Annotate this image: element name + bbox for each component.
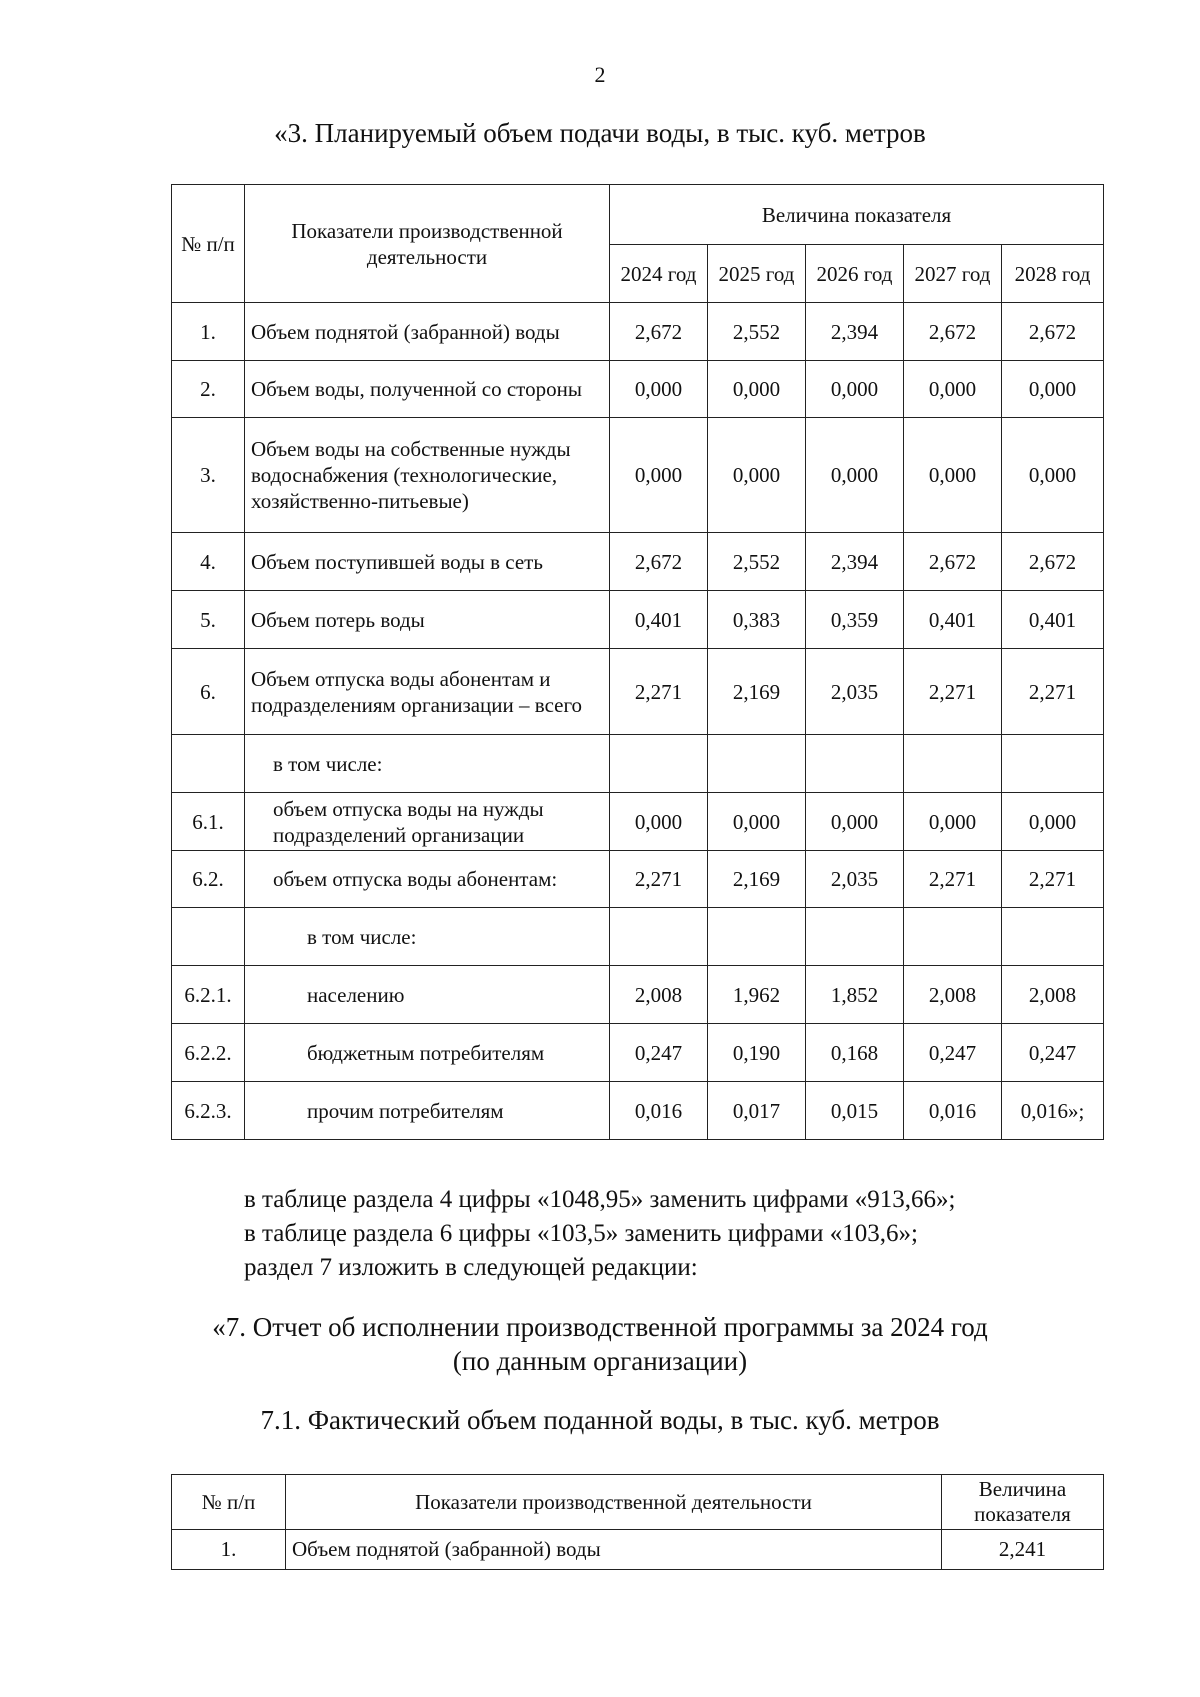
row-num: 6.2. bbox=[172, 851, 245, 908]
row-value: 0,359 bbox=[806, 591, 904, 649]
section-3-title: «3. Планируемый объем подачи воды, в тыс. куб. метров bbox=[274, 118, 926, 148]
row-label: прочим потребителям bbox=[245, 1082, 610, 1140]
row-value: 0,000 bbox=[904, 418, 1002, 533]
row-value: 0,000 bbox=[1002, 793, 1104, 851]
row-num: 1. bbox=[172, 1530, 286, 1570]
row-value: 0,000 bbox=[708, 793, 806, 851]
row-value: 0,247 bbox=[904, 1024, 1002, 1082]
row-num: 6.2.2. bbox=[172, 1024, 245, 1082]
table-row bbox=[172, 735, 1104, 793]
row-value: 2,169 bbox=[708, 649, 806, 735]
row-value: 2,271 bbox=[610, 649, 708, 735]
row-value bbox=[904, 908, 1002, 966]
row-label: Объем воды, полученной со стороны bbox=[245, 361, 610, 418]
row-label: населению bbox=[245, 966, 610, 1024]
amendment-line: в таблице раздела 4 цифры «1048,95» заменить цифрами «913,66»; bbox=[244, 1186, 956, 1213]
header-num: № п/п bbox=[172, 1475, 286, 1530]
row-value: 0,383 bbox=[708, 591, 806, 649]
row-value: 2,035 bbox=[806, 649, 904, 735]
row-value: 2,169 bbox=[708, 851, 806, 908]
row-label: Объем отпуска воды абонентам и подразделениям организации – всего bbox=[245, 649, 610, 735]
table-row bbox=[172, 533, 1104, 591]
row-value: 0,017 bbox=[708, 1082, 806, 1140]
row-value bbox=[708, 908, 806, 966]
table-row bbox=[172, 418, 1104, 533]
table-row bbox=[172, 649, 1104, 735]
row-value: 2,271 bbox=[1002, 851, 1104, 908]
row-label: Объем поступившей воды в сеть bbox=[245, 533, 610, 591]
row-num: 6. bbox=[172, 649, 245, 735]
row-num bbox=[172, 908, 245, 966]
row-value: 2,241 bbox=[942, 1530, 1104, 1570]
row-value bbox=[1002, 735, 1104, 793]
table-row bbox=[172, 591, 1104, 649]
row-num: 5. bbox=[172, 591, 245, 649]
row-num: 4. bbox=[172, 533, 245, 591]
table-row bbox=[172, 793, 1104, 851]
row-label: бюджетным потребителям bbox=[245, 1024, 610, 1082]
row-value bbox=[1002, 908, 1104, 966]
row-value: 2,008 bbox=[610, 966, 708, 1024]
table-row bbox=[172, 303, 1104, 361]
amendment-line: раздел 7 изложить в следующей редакции: bbox=[244, 1254, 698, 1281]
row-num: 3. bbox=[172, 418, 245, 533]
row-value: 2,271 bbox=[1002, 649, 1104, 735]
header-value: Величина показателя bbox=[942, 1475, 1104, 1530]
row-value: 0,016 bbox=[904, 1082, 1002, 1140]
row-value bbox=[904, 735, 1002, 793]
row-value: 0,190 bbox=[708, 1024, 806, 1082]
row-value: 2,008 bbox=[1002, 966, 1104, 1024]
section-7-title-line: «7. Отчет об исполнении производственной программы за 2024 год bbox=[212, 1312, 988, 1342]
amendment-line: в таблице раздела 6 цифры «103,5» заменить цифрами «103,6»; bbox=[244, 1220, 918, 1247]
row-value bbox=[806, 735, 904, 793]
header-year: 2028 год bbox=[1002, 245, 1104, 303]
row-value: 0,168 bbox=[806, 1024, 904, 1082]
row-num bbox=[172, 735, 245, 793]
row-value: 0,000 bbox=[806, 793, 904, 851]
row-value: 0,401 bbox=[904, 591, 1002, 649]
row-num: 6.2.1. bbox=[172, 966, 245, 1024]
row-label: объем отпуска воды абонентам: bbox=[245, 851, 610, 908]
table-row bbox=[172, 1530, 1104, 1570]
row-value: 2,394 bbox=[806, 303, 904, 361]
row-num: 2. bbox=[172, 361, 245, 418]
table-row bbox=[172, 1024, 1104, 1082]
header-indicator: Показатели производственной деятельности bbox=[245, 185, 610, 303]
row-label: Объем поднятой (забранной) воды bbox=[245, 303, 610, 361]
table-row bbox=[172, 1082, 1104, 1140]
section-7-subtitle: (по данным организации) bbox=[452, 1346, 748, 1376]
row-value: 2,271 bbox=[904, 851, 1002, 908]
row-value: 2,552 bbox=[708, 533, 806, 591]
row-value: 2,672 bbox=[1002, 533, 1104, 591]
row-label: в том числе: bbox=[245, 908, 610, 966]
row-value: 0,401 bbox=[1002, 591, 1104, 649]
row-value: 1,852 bbox=[806, 966, 904, 1024]
table-row bbox=[172, 966, 1104, 1024]
row-value: 2,672 bbox=[610, 533, 708, 591]
row-value: 0,401 bbox=[610, 591, 708, 649]
row-value: 1,962 bbox=[708, 966, 806, 1024]
row-value: 2,672 bbox=[1002, 303, 1104, 361]
row-value bbox=[610, 908, 708, 966]
row-value: 2,008 bbox=[904, 966, 1002, 1024]
row-value: 0,000 bbox=[610, 793, 708, 851]
row-value: 0,016 bbox=[610, 1082, 708, 1140]
row-label: в том числе: bbox=[245, 735, 610, 793]
amendments-text bbox=[244, 1183, 955, 1285]
actual-water-supply-table bbox=[171, 1474, 1104, 1570]
row-value bbox=[610, 735, 708, 793]
header-value: Величина показателя bbox=[610, 185, 1104, 245]
row-value: 0,016»; bbox=[1002, 1082, 1104, 1140]
header-year: 2024 год bbox=[610, 245, 708, 303]
table-row bbox=[172, 908, 1104, 966]
row-label: Объем воды на собственные нужды водоснабжения (технологические, хозяйственно-питьевые) bbox=[245, 418, 610, 533]
row-value: 2,672 bbox=[904, 303, 1002, 361]
row-value: 2,672 bbox=[610, 303, 708, 361]
row-value: 2,271 bbox=[904, 649, 1002, 735]
row-value: 2,552 bbox=[708, 303, 806, 361]
row-value bbox=[708, 735, 806, 793]
planned-water-supply-table bbox=[171, 184, 1104, 1140]
row-value: 0,000 bbox=[610, 418, 708, 533]
row-value: 0,000 bbox=[708, 361, 806, 418]
row-num: 6.1. bbox=[172, 793, 245, 851]
row-value: 0,000 bbox=[904, 793, 1002, 851]
row-label: Объем поднятой (забранной) воды bbox=[286, 1530, 942, 1570]
table-row bbox=[172, 851, 1104, 908]
row-value: 0,015 bbox=[806, 1082, 904, 1140]
row-value: 0,000 bbox=[806, 361, 904, 418]
header-year: 2025 год bbox=[708, 245, 806, 303]
row-value: 0,000 bbox=[1002, 361, 1104, 418]
page-number: 2 bbox=[594, 62, 606, 87]
table-row bbox=[172, 361, 1104, 418]
row-value: 0,000 bbox=[904, 361, 1002, 418]
row-label: Объем потерь воды bbox=[245, 591, 610, 649]
header-indicator: Показатели производственной деятельности bbox=[286, 1475, 942, 1530]
row-value: 0,000 bbox=[708, 418, 806, 533]
row-value bbox=[806, 908, 904, 966]
header-num: № п/п bbox=[172, 185, 245, 303]
section-7-title bbox=[0, 1310, 1200, 1378]
row-num: 1. bbox=[172, 303, 245, 361]
row-value: 2,394 bbox=[806, 533, 904, 591]
row-value: 0,000 bbox=[1002, 418, 1104, 533]
row-value: 0,247 bbox=[610, 1024, 708, 1082]
row-value: 2,035 bbox=[806, 851, 904, 908]
row-value: 0,000 bbox=[610, 361, 708, 418]
row-value: 0,247 bbox=[1002, 1024, 1104, 1082]
row-value: 2,672 bbox=[904, 533, 1002, 591]
header-year: 2027 год bbox=[904, 245, 1002, 303]
row-label: объем отпуска воды на нужды подразделений организации bbox=[245, 793, 610, 851]
row-num: 6.2.3. bbox=[172, 1082, 245, 1140]
header-year: 2026 год bbox=[806, 245, 904, 303]
section-7-1-title: 7.1. Фактический объем поданной воды, в тыс. куб. метров bbox=[260, 1405, 940, 1435]
row-value: 0,000 bbox=[806, 418, 904, 533]
row-value: 2,271 bbox=[610, 851, 708, 908]
